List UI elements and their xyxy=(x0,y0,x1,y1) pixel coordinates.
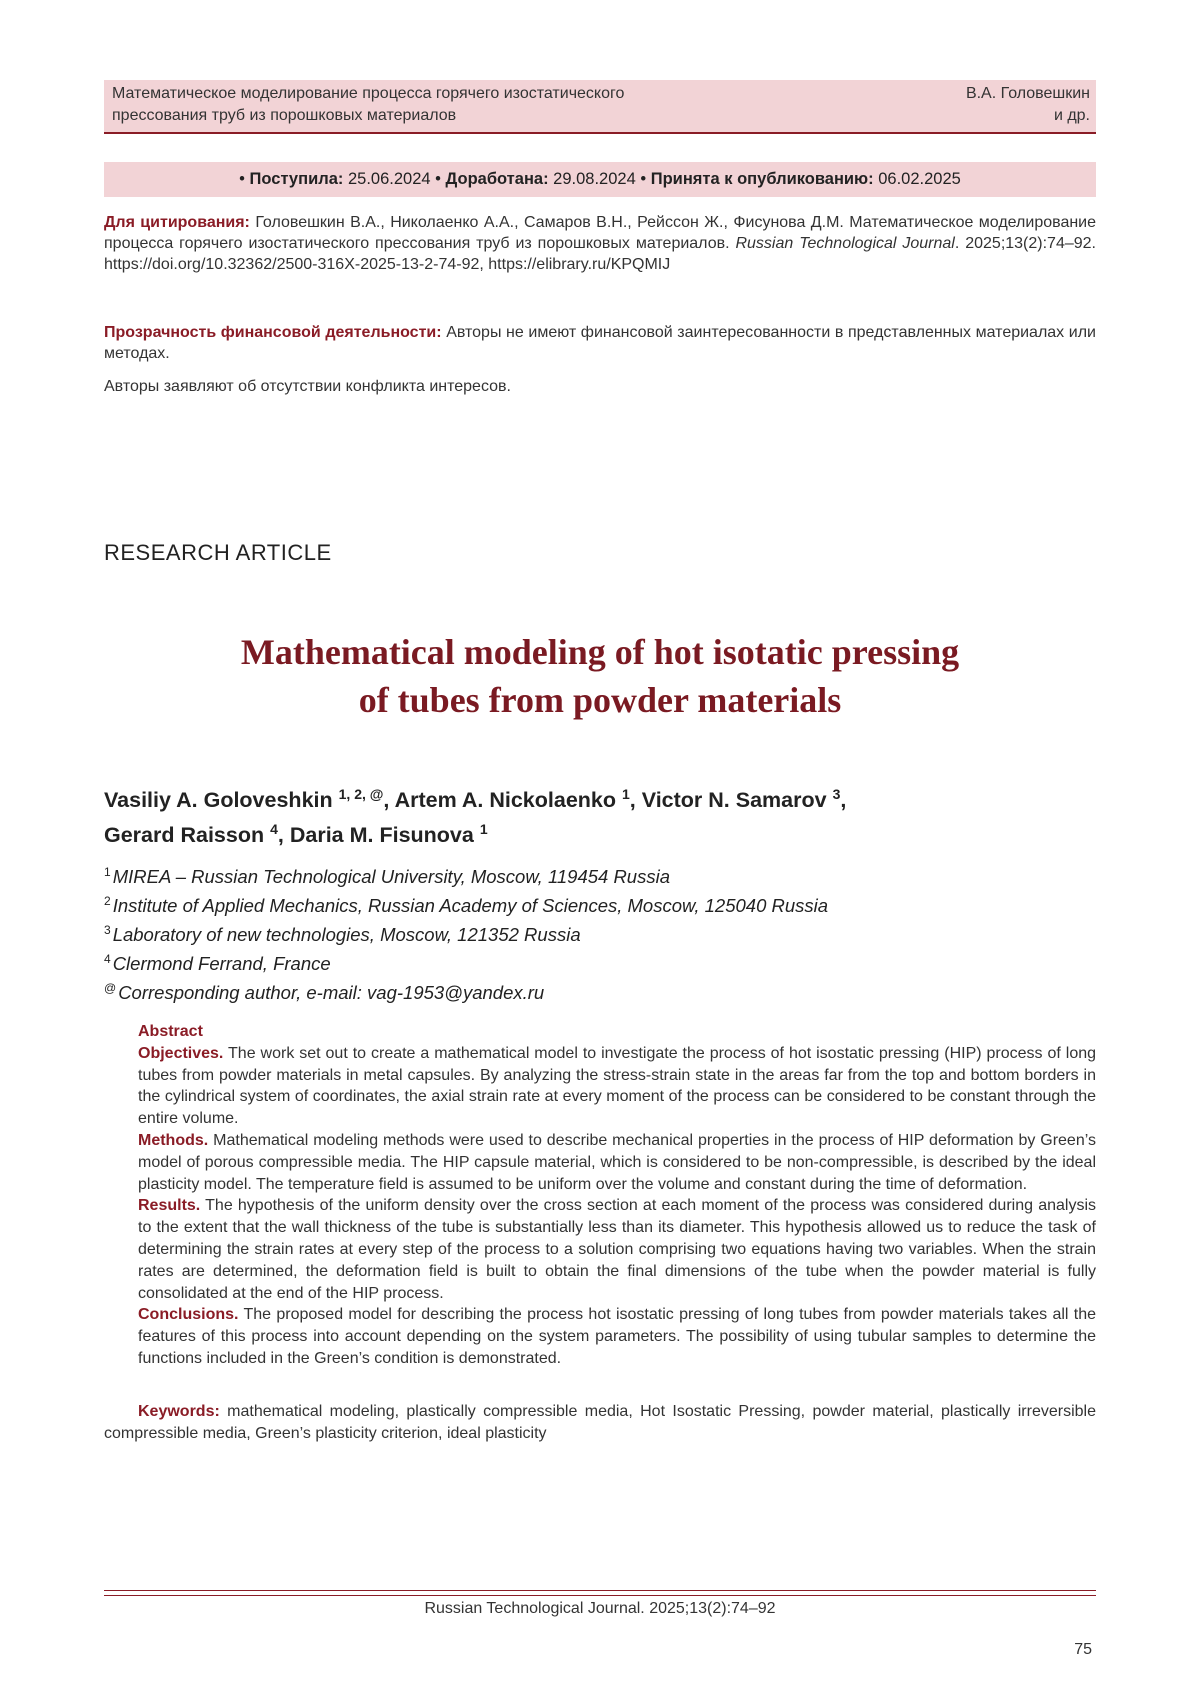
affiliation-item: $^4$ Clermond Ferrand, France xyxy=(104,952,331,974)
page-number: 75 xyxy=(1074,1641,1092,1658)
article-title xyxy=(104,628,1096,724)
title-line1: Mathematical modeling of hot isotatic pressing xyxy=(240,632,960,672)
affiliations xyxy=(104,860,1096,1005)
received-date: 25.06.2024 xyxy=(347,170,431,188)
affiliation-item: @ Corresponding author, e-mail: vag-1953@yandex.ru xyxy=(104,981,545,1003)
article-type: RESEARCH ARTICLE xyxy=(104,540,332,565)
affiliation-item: $^2$ Institute of Applied Mechanics, Russian Academy of Sciences, Moscow, 125040 Russia xyxy=(104,894,829,916)
received-label: Поступила: xyxy=(249,170,344,188)
author-list: Vasiliy A. Goloveshkin $^{1, 2, @}$, Artem A. Nickolaenko $^1$, Victor N. Samarov $^3$, Gerard Raisson $^4$, Daria M. Fisunova $^1$ xyxy=(104,786,847,847)
conflict-statement: Авторы заявляют об отсутствии конфликта интересов. xyxy=(104,378,511,395)
citation-label: Для цитирования: xyxy=(104,214,250,231)
affiliation-item: $^3$ Laboratory of new technologies, Moscow, 121352 Russia xyxy=(104,923,581,945)
citation-journal: Russian Technological Journal xyxy=(735,235,955,252)
author-affil-sup: 4 xyxy=(270,821,278,837)
author-name: Artem A. Nickolaenko xyxy=(394,788,617,812)
footer-journal: Russian Technological Journal. 2025;13(2):74–92 xyxy=(424,1600,776,1617)
abstract-heading: Abstract xyxy=(138,1023,203,1040)
running-authors-line2: и др. xyxy=(1053,107,1090,124)
keywords: Keywords: mathematical modeling, plastically compressible media, Hot Isostatic Pressing, powder material, plastically irreversible compressible media, Green’s plasticity criterion, ideal plasticity xyxy=(104,1403,1096,1442)
running-authors-line1: В.А. Головешкин xyxy=(965,85,1090,102)
footer-rule xyxy=(104,1590,1096,1591)
running-authors xyxy=(870,83,1090,127)
dates-band: • Поступила: 25.06.2024 • Доработана: 29.08.2024 • Принята к опубликованию: 06.02.2025 xyxy=(104,162,1096,197)
title-line2: of tubes from powder materials xyxy=(358,680,842,720)
footer-rule xyxy=(104,1595,1096,1596)
author-name: Daria M. Fisunova xyxy=(289,823,474,847)
abstract-methods: Methods. Mathematical modeling methods were used to describe mechanical properties in the process of HIP deformation by Green’s model of porous compressible media. The HIP capsule material, which is considered to be non-compressible, is described by the ideal plasticity model. The temperature field is assumed to be uniform over the volume and constant during the time of deformation. xyxy=(138,1131,1096,1193)
author-name: Gerard Raisson xyxy=(104,823,265,847)
abstract-results: Results. The hypothesis of the uniform density over the cross section at each moment of the process was considered during analysis to the extent that the wall thickness of the tube is substantially less than its diameter. This hypothesis allowed us to reduce the task of determining the strain rates at every step of the process to a solution comprising two equations having two variables. When the strain rates are determined, the deformation field is built to obtain the final dimensions of the tube when the powder material is fully consolidated at the end of the HIP process. xyxy=(138,1197,1096,1302)
revised-label: Доработана: xyxy=(445,170,549,188)
author-affil-sup: 1 xyxy=(622,786,630,802)
citation: Для цитирования: Головешкин В.А., Николаенко А.А., Самаров В.Н., Рейссон Ж., Фисунова Д.М. Математическое моделирование процесса горячего изостатического прессования труб из порошковых материалов. Russian Technological Journal. 2025;13(2):74–92. https://doi.org/10.32362/2500-316X-2025-13-2-74-92, https://elibrary.ru/KPQMIJ xyxy=(104,214,1097,273)
running-title xyxy=(112,83,812,127)
author-name: Vasiliy A. Goloveshkin xyxy=(104,788,333,812)
accepted-date: 06.02.2025 xyxy=(878,170,961,188)
abstract xyxy=(138,1021,1096,1370)
running-title-line1: Математическое моделирование процесса горячего изостатического xyxy=(112,85,625,102)
author-name: Victor N. Samarov xyxy=(641,788,827,812)
financial-transparency: Прозрачность финансовой деятельности: Авторы не имеют финансовой заинтересованности в представленных материалах или методах. xyxy=(104,324,1096,362)
revised-date: 29.08.2024 xyxy=(553,170,636,188)
keywords-label: Keywords: xyxy=(138,1403,220,1420)
affiliation-item: $^1$ MIREA – Russian Technological University, Moscow, 119454 Russia xyxy=(104,865,670,887)
financial-label: Прозрачность финансовой деятельности: xyxy=(104,324,442,341)
author-affil-sup: 3 xyxy=(832,786,841,802)
abstract-conclusions: Conclusions. The proposed model for describing the process hot isostatic pressing of long tubes from powder materials takes all the features of this process into account depending on the system parameters. The possibility of using tubular samples to determine the functions included in the Green’s condition is demonstrated. xyxy=(138,1306,1097,1367)
abstract-objectives: Objectives. The work set out to create a mathematical model to investigate the process of hot isostatic pressing (HIP) process of long tubes from powder materials in metal capsules. By analyzing the stress-strain state in the areas far from the top and bottom borders in the cylindrical system of coordinates, the axial strain rate at every moment of the process can be considered to be constant through the entire volume. xyxy=(138,1044,1097,1128)
author-affil-sup: 1 xyxy=(479,821,488,837)
accepted-label: Принята к опубликованию: xyxy=(650,170,874,188)
running-title-line2: прессования труб из порошковых материалов xyxy=(112,107,457,124)
author-affil-sup: 1, 2, @ xyxy=(338,786,384,802)
